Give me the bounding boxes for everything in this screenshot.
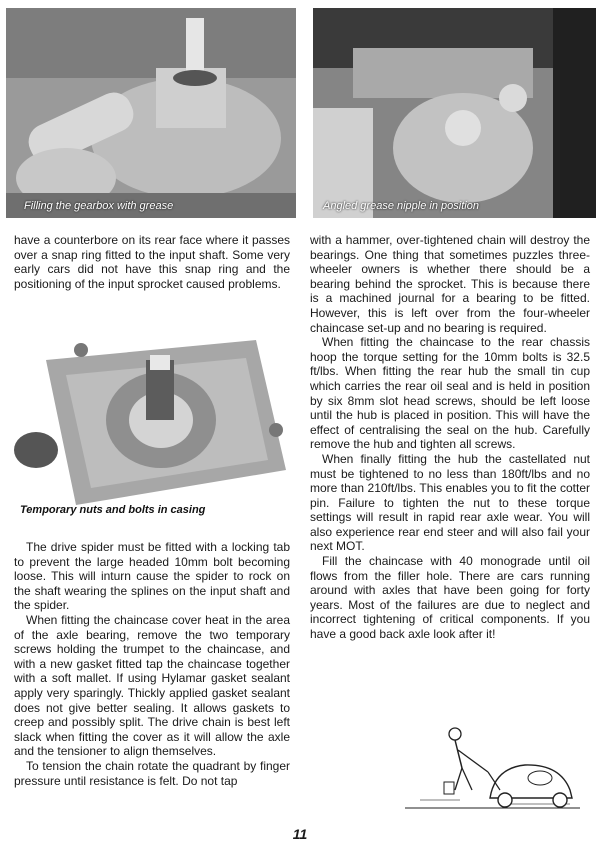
photo-temporary-bolts (6, 320, 296, 520)
photo-gearbox-grease (6, 8, 296, 218)
paragraph: When fitting the chaincase cover heat in the area of the axle bearing, remove the two temporary screws holding the trumpet to the chaincase, and with a new gasket fitted tap the chaincase together with a soft mallet. If using Hylamar gasket sealant apply very sparingly. Thickly applied gasket sealant does not give better sealing. It allows gaskets to creep and possibly split. The drive chain is best left slack when fitting the cover as it will allow the axle and the tensioner to align themselves. (14, 612, 290, 759)
paragraph: To tension the chain rotate the quadrant by finger pressure until resistance is felt. Do not tap (14, 758, 290, 788)
paragraph: with a hammer, over-tightened chain will destroy the bearings. One thing that sometimes puzzles three-wheeler owners is whether there should be a bearing behind the sprocket. This is because there is a machined journal for a bearing to be fitted. However, this is left over from the four-wheeler chaincase set-up and no bearing is required. (310, 233, 590, 335)
left-column-lower (14, 540, 290, 788)
page-number: 11 (292, 826, 308, 842)
left-column-intro (14, 233, 290, 291)
paragraph: When fitting the chaincase to the rear chassis hoop the torque setting for the 10mm bolts is 32.5 ft/lbs. When fitting the rear hub the small tin cup which carries the rear oil seal and is held in position by six 8mm slot head screws, should be left loose until the hub is placed in position. This will have the effect of centralising the seal on the hub. Carefully remove the hub and tighten all screws. (310, 335, 590, 452)
cartoon-illustration (400, 720, 585, 815)
paragraph: When finally fitting the hub the castellated nut must be tightened to no less than 180ft/lbs and no more than 210ft/lbs. This enables you to fit the cotter pin. Failure to tighten the nut to these torque settings will result in rapid rear axle wear. You will also experience rear end steer and will also fail your next MOT. (310, 451, 590, 554)
right-column (310, 233, 590, 642)
photo-caption: Angled grease nipple in position (323, 200, 479, 212)
paragraph: have a counterbore on its rear face where it passes over a snap ring fitted to the input shaft. Some very early cars did not have this snap ring and the positioning of the input sprocket caused problems. (14, 233, 290, 291)
paragraph: Fill the chaincase with 40 monograde until oil flows from the filler hole. There are cars running around with axles that have been going for forty years. Most of the failures are due to neglect and incorrect tightening of critical components. If you have a good back axle look after it! (310, 554, 590, 642)
photo-grease-nipple (313, 8, 596, 218)
photo-caption: Temporary nuts and bolts in casing (20, 504, 206, 516)
paragraph: The drive spider must be fitted with a locking tab to prevent the large headed 10mm bolt becoming loose. This will inturn cause the spider to rock on the shaft wearing the splines on the input shaft and the spider. (14, 540, 290, 613)
photo-caption: Filling the gearbox with grease (24, 200, 174, 212)
